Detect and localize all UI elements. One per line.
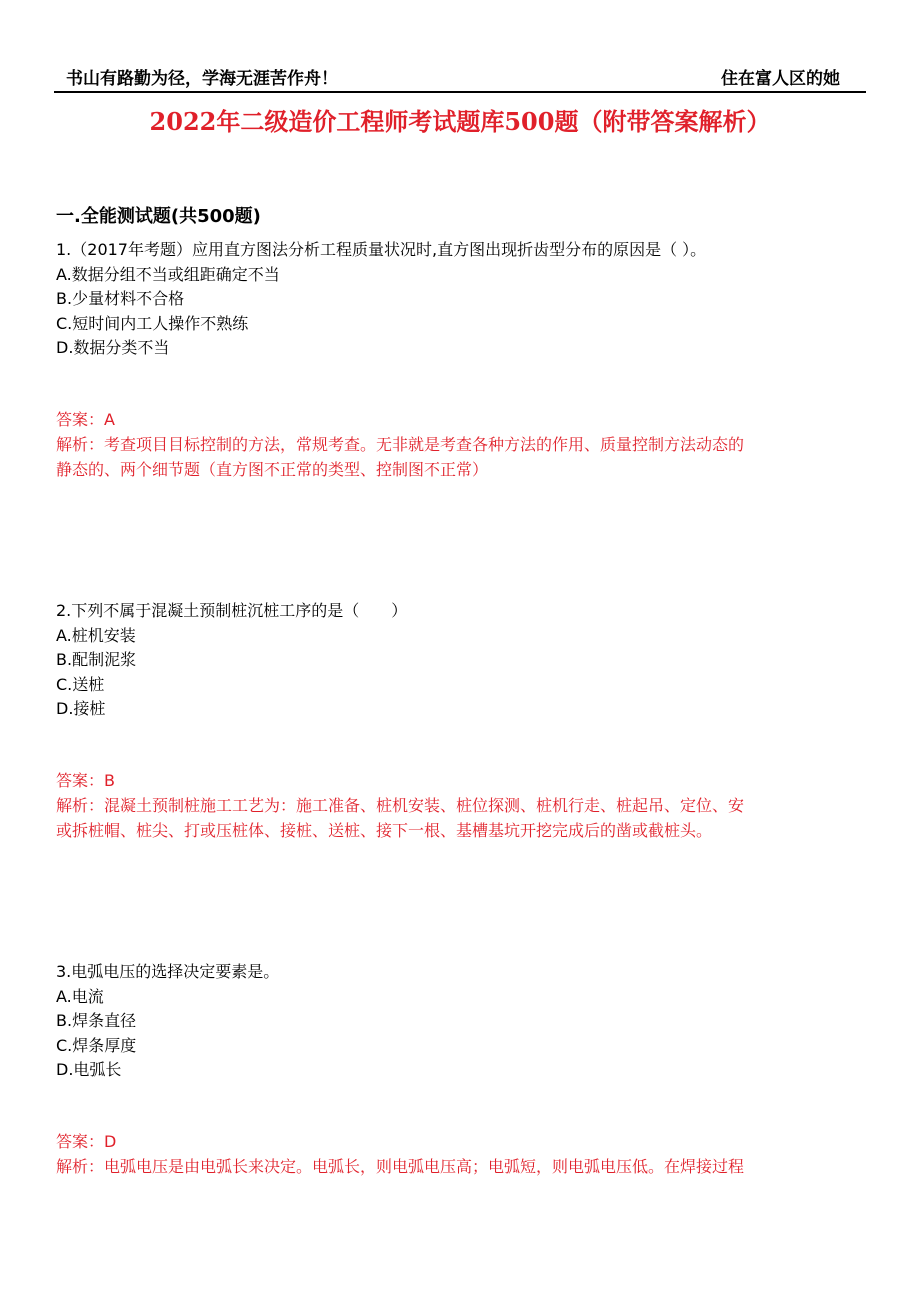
- analysis-line: 静态的、两个细节题（直方图不正常的类型、控制图不正常）: [56, 460, 489, 479]
- option-a: A.电流: [56, 986, 104, 1006]
- answer-block-1: [56, 407, 856, 482]
- option-b: B.焊条直径: [56, 1011, 137, 1030]
- header-divider: [54, 91, 866, 93]
- option-c: C.短时间内工人操作不熟练: [56, 313, 249, 333]
- analysis-line: 解析：考查项目目标控制的方法，常规考查。无非就是考查各种方法的作用、质量控制方法动态的: [56, 435, 745, 454]
- header-motto: 书山有路勤为径，学海无涯苦作舟！: [66, 69, 338, 89]
- option-d: D.电弧长: [56, 1060, 122, 1079]
- section-heading: 一.全能测试题(共500题): [56, 206, 261, 227]
- analysis-line: 或拆桩帽、桩尖、打或压桩体、接桩、送桩、接下一根、基槽基坑开挖完成后的凿或截桩头。: [56, 821, 713, 840]
- option-c: C.送桩: [56, 674, 105, 694]
- question-1: [56, 238, 856, 361]
- question-3: [56, 960, 856, 1083]
- answer: 答案：A: [56, 410, 115, 429]
- answer-block-3: [56, 1129, 856, 1179]
- header-author: 住在富人区的她: [721, 69, 840, 89]
- question-2: [56, 599, 856, 722]
- option-c: C.焊条厚度: [56, 1035, 137, 1055]
- option-b: B.少量材料不合格: [56, 289, 185, 308]
- document-title: 2022年二级造价工程师考试题库500题（附带答案解析）: [149, 107, 771, 136]
- question-stem: 2.下列不属于混凝土预制桩沉桩工序的是（ ）: [56, 601, 408, 620]
- option-a: A.数据分组不当或组距确定不当: [56, 264, 280, 284]
- option-a: A.桩机安装: [56, 625, 136, 645]
- answer-block-2: [56, 768, 856, 843]
- question-stem: 1.（2017年考题）应用直方图法分析工程质量状况时,直方图出现折齿型分布的原因是（ ）。: [56, 240, 707, 259]
- option-d: D.接桩: [56, 699, 106, 718]
- analysis-line: 解析：混凝土预制桩施工工艺为：施工准备、桩机安装、桩位探测、桩机行走、桩起吊、定位、安: [56, 796, 745, 815]
- answer: 答案：B: [56, 771, 115, 790]
- analysis-line: 解析：电弧电压是由电弧长来决定。电弧长，则电弧电压高；电弧短，则电弧电压低。在焊接过程: [56, 1157, 745, 1176]
- question-stem: 3.电弧电压的选择决定要素是。: [56, 962, 280, 981]
- answer: 答案：D: [56, 1132, 117, 1151]
- option-d: D.数据分类不当: [56, 338, 170, 357]
- option-b: B.配制泥浆: [56, 650, 137, 669]
